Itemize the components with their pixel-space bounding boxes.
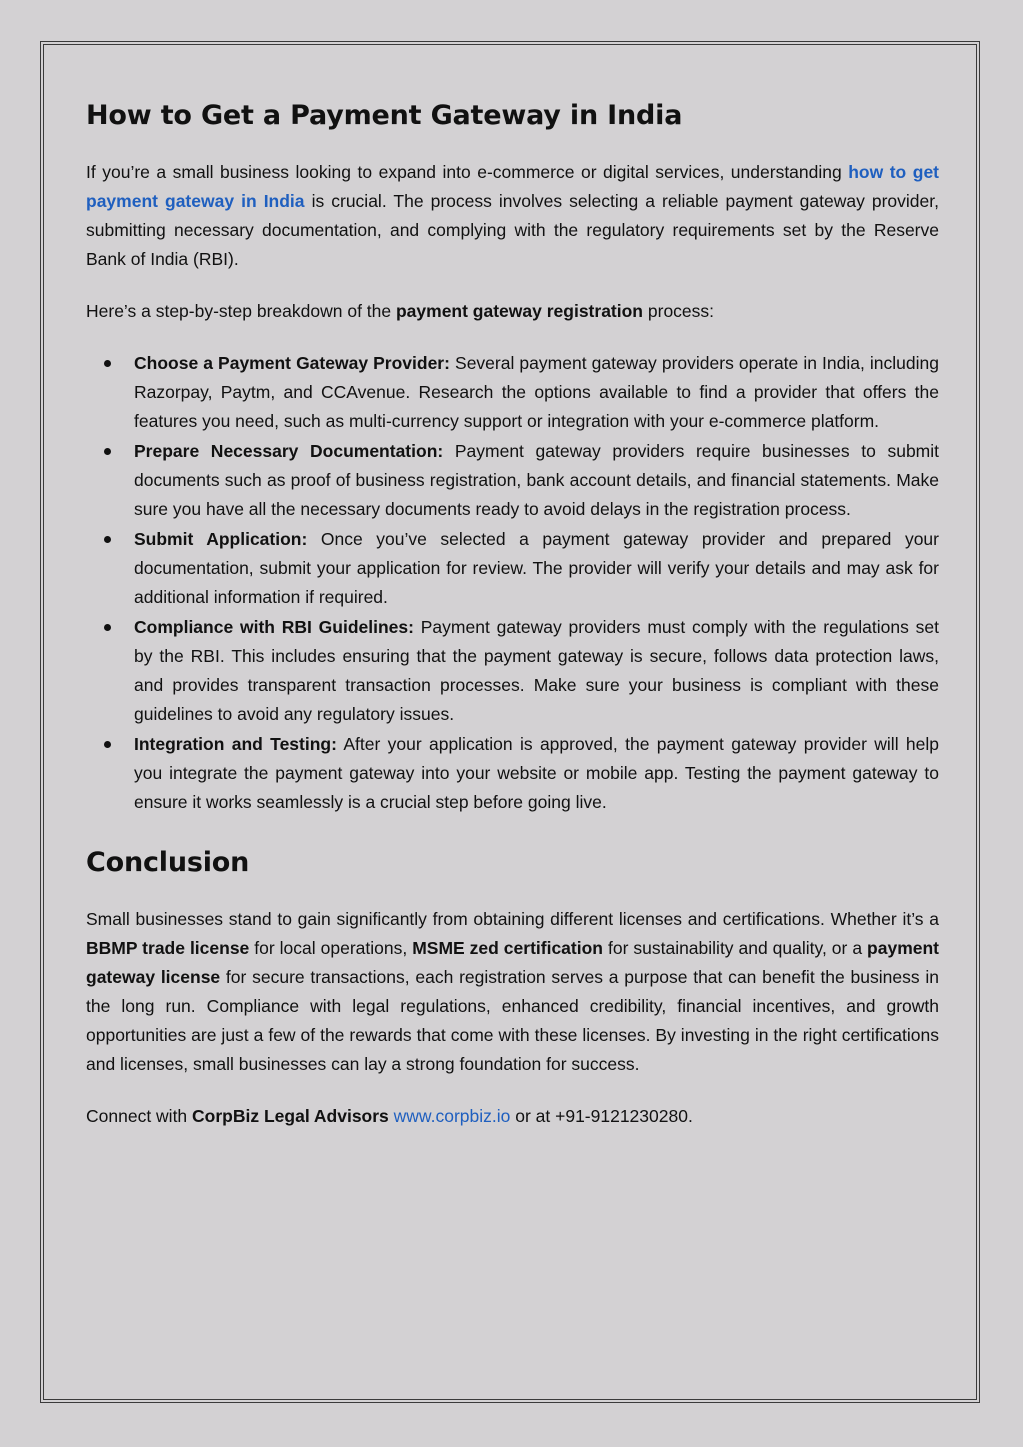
list-item — [86, 437, 939, 524]
breakdown-bold: payment gateway registration — [395, 301, 644, 321]
conclusion-text-4: for secure transactions, each registration serves a purpose that can benefit the business in the long run. Compliance with legal regulations, enhanced credibility, financial incentives, and growth opportunities are just a few of the rewards that come with these licenses. By investing in the right certifications and licenses, small businesses can lay a strong foundation for success. — [86, 967, 939, 1074]
intro-paragraph — [86, 158, 939, 274]
step-title: Submit Application: — [134, 529, 308, 549]
conclusion-heading: Conclusion — [86, 847, 250, 878]
breakdown-text-end: process: — [643, 301, 715, 321]
conclusion-text-1: Small businesses stand to gain significantly from obtaining different licenses and certifications. Whether it’s a — [86, 909, 939, 929]
list-item — [86, 525, 939, 612]
list-item — [86, 730, 939, 817]
conclusion-text-3: for sustainability and quality, or a — [603, 938, 868, 958]
how-to-get-payment-gateway-link[interactable]: how to get payment gateway in India — [86, 162, 939, 211]
bbmp-trade-license: BBMP trade license — [86, 938, 250, 958]
bullet-icon — [104, 536, 111, 543]
contact-prefix: Connect with — [86, 1106, 193, 1126]
breakdown-paragraph — [86, 297, 939, 326]
step-title: Integration and Testing: — [134, 734, 337, 754]
company-name: CorpBiz Legal Advisors — [192, 1106, 389, 1126]
steps-list — [86, 349, 939, 817]
list-item — [86, 349, 939, 436]
breakdown-text-start: Here’s a step-by-step breakdown of the — [86, 301, 396, 321]
bullet-icon — [104, 448, 111, 455]
step-text: Several payment gateway providers operate in India, including Razorpay, Paytm, and CCAvenue. Research the options available to find a provider that offers the features you need, such as multi-currency support or integration with your e-commerce platform. — [134, 353, 939, 431]
page-title: How to Get a Payment Gateway in India — [86, 100, 683, 131]
conclusion-paragraph — [86, 905, 939, 1079]
intro-text-end: is crucial. The process involves selecting a reliable payment gateway provider, submitting necessary documentation, and complying with the regulatory requirements set by the Reserve Bank of India (RBI). — [86, 191, 939, 269]
contact-suffix: or at +91-9121230280. — [510, 1106, 693, 1126]
bullet-icon — [104, 624, 111, 631]
intro-text-start: If you’re a small business looking to expand into e-commerce or digital services, understanding — [86, 162, 849, 182]
step-title: Compliance with RBI Guidelines: — [134, 617, 414, 637]
document-content — [86, 96, 939, 1131]
bullet-icon — [104, 360, 111, 367]
step-title: Prepare Necessary Documentation: — [134, 441, 444, 461]
list-item — [86, 613, 939, 729]
step-text: After your application is approved, the payment gateway provider will help you integrate the payment gateway into your website or mobile app. Testing the payment gateway to ensure it works seamlessly is a crucial step before going live. — [134, 734, 939, 812]
step-text: Once you’ve selected a payment gateway provider and prepared your documentation, submit your application for review. The provider will verify your details and may ask for additional information if required. — [134, 529, 939, 607]
website-link[interactable]: www.corpbiz.io — [393, 1106, 511, 1126]
payment-gateway-license: payment gateway license — [86, 938, 940, 987]
step-text: Payment gateway providers must comply with the regulations set by the RBI. This includes ensuring that the payment gateway is secure, follows data protection laws, and provides transparent transaction processes. Make sure your business is compliant with these guidelines to avoid any regulatory issues. — [134, 617, 939, 724]
msme-zed-certification: MSME zed certification — [412, 938, 603, 958]
conclusion-text-2: for local operations, — [249, 938, 413, 958]
bullet-icon — [104, 741, 111, 748]
contact-paragraph — [86, 1102, 939, 1131]
step-title: Choose a Payment Gateway Provider: — [134, 353, 450, 373]
step-text: Payment gateway providers require businesses to submit documents such as proof of business registration, bank account details, and financial statements. Make sure you have all the necessary documents ready to avoid delays in the registration process. — [134, 441, 940, 519]
